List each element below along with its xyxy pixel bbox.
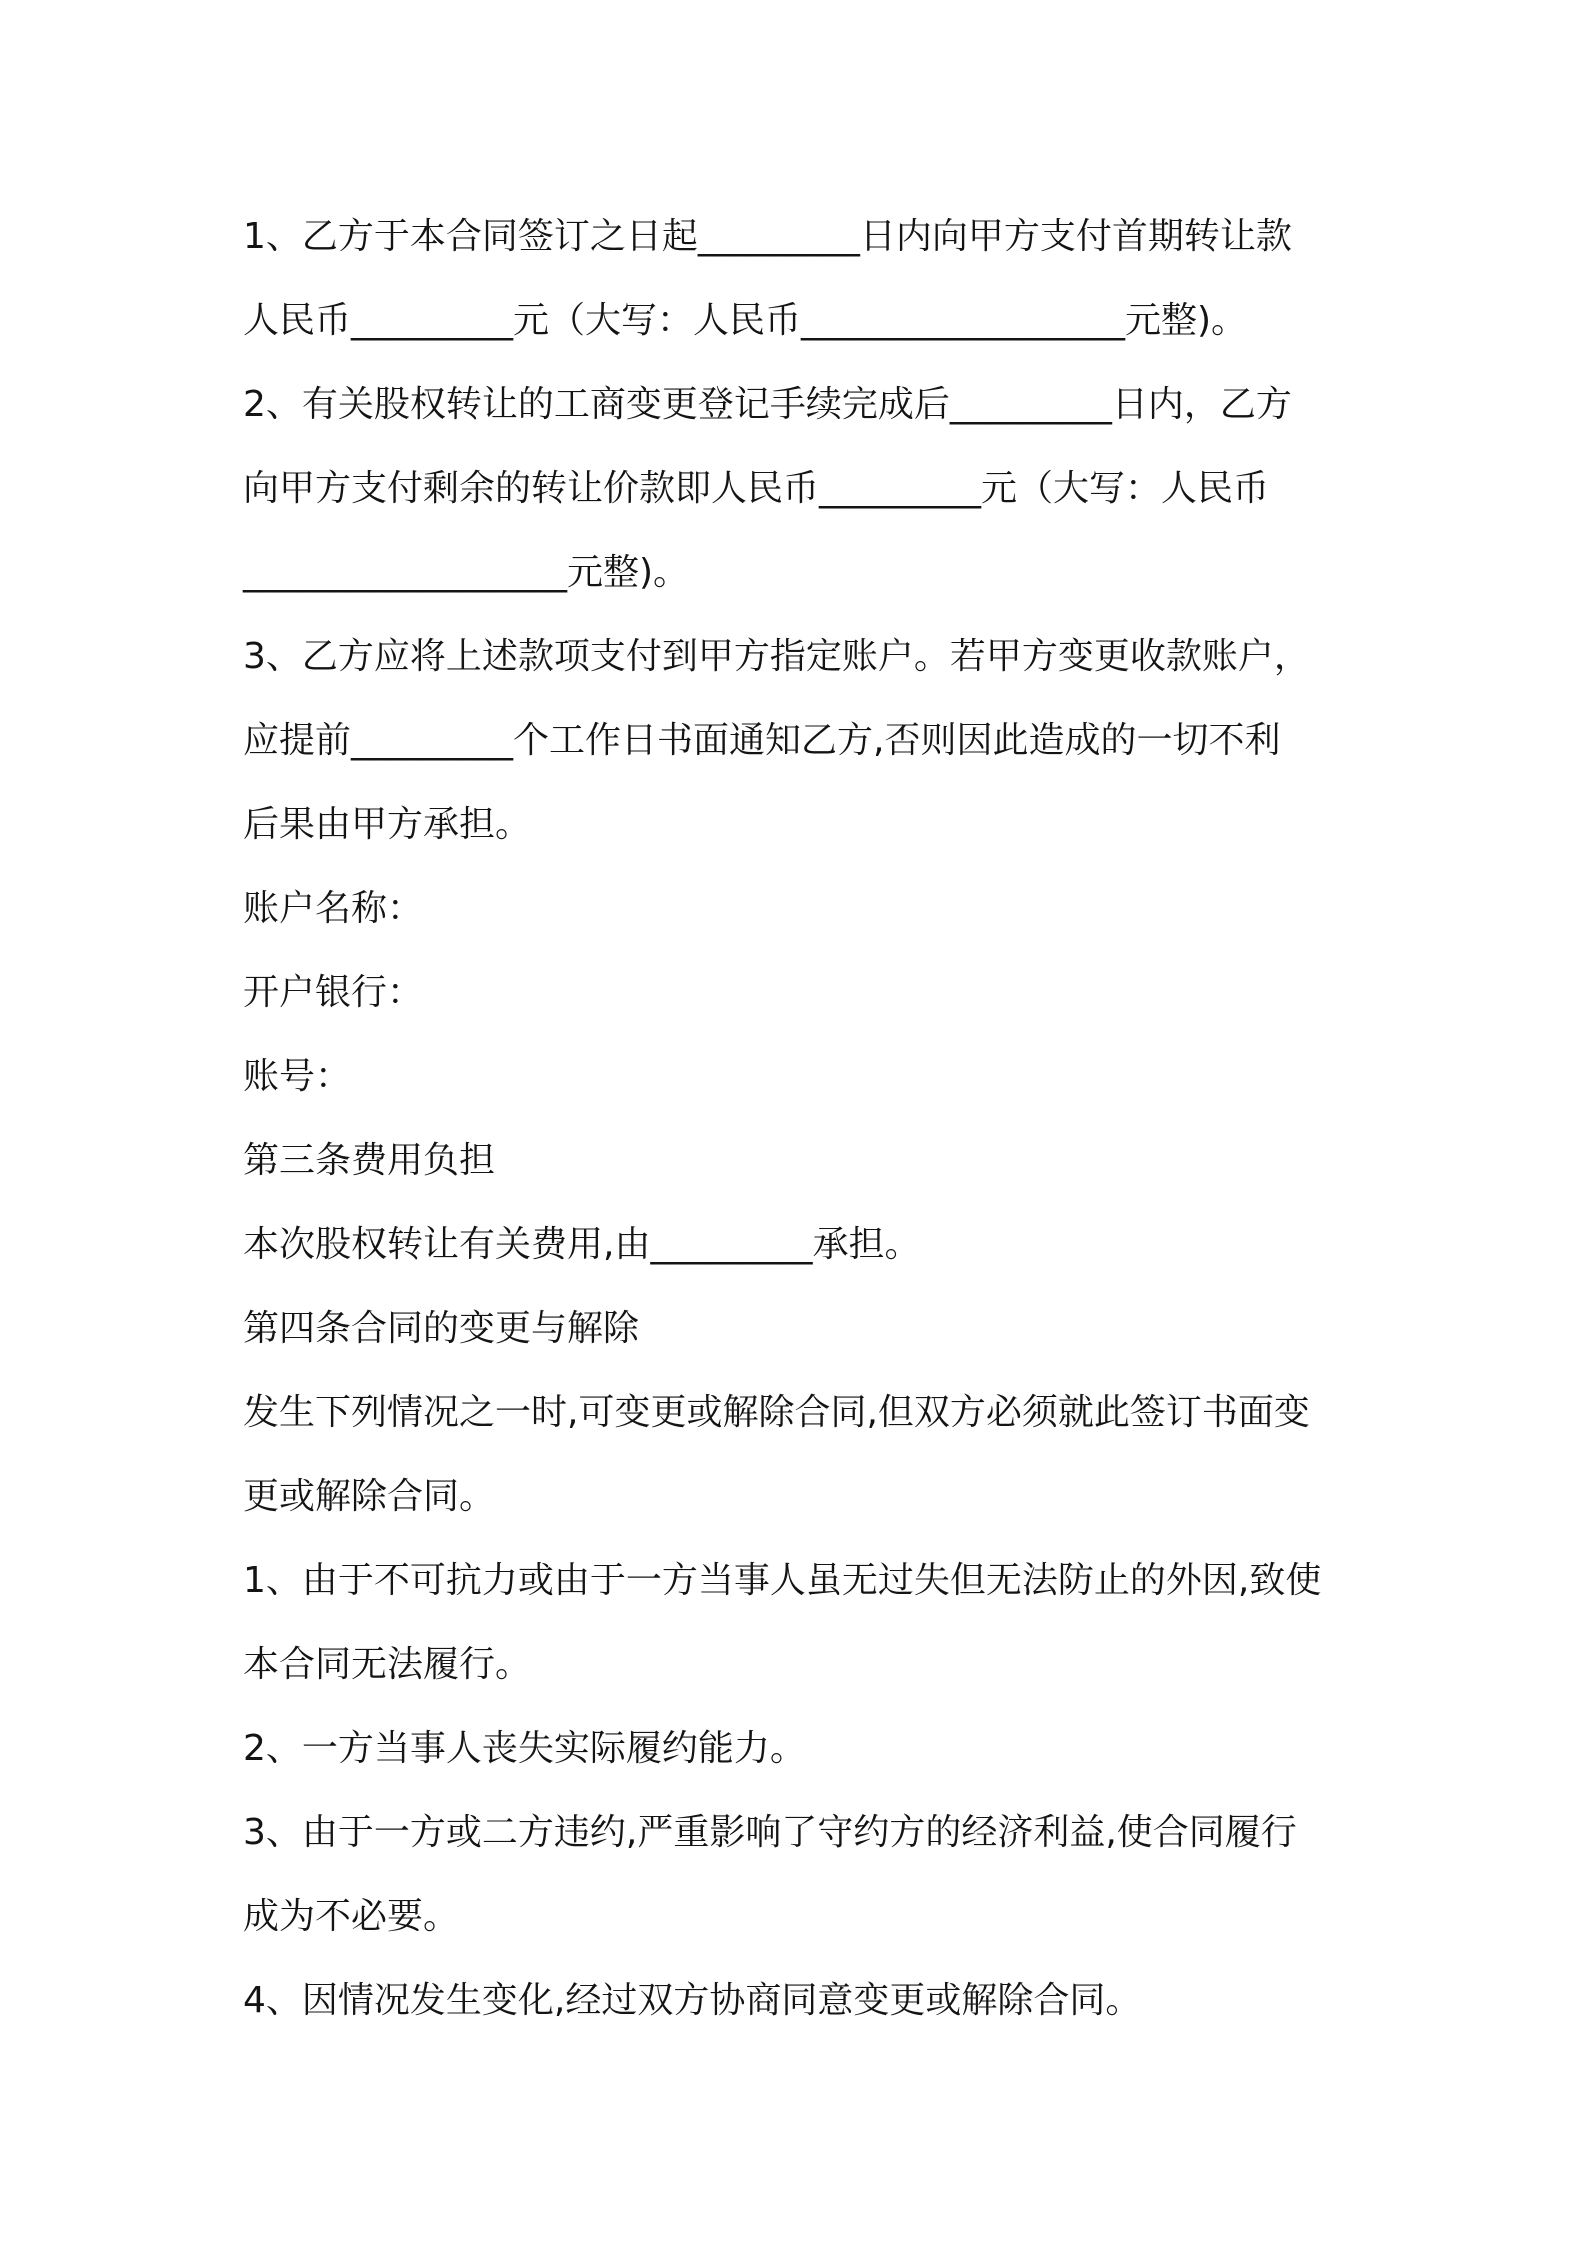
condition-1-line-2: 本合同无法履行。 [243, 1644, 532, 1685]
payment-clause-3-line-3: 后果由甲方承担。 [243, 804, 532, 845]
account-number-label: 账号： [243, 1056, 352, 1097]
payment-clause-2-line-1: 2、有关股权转让的工商变更登记手续完成后_________日内，乙方 [243, 384, 1292, 425]
payment-clause-2-line-2: 向甲方支付剩余的转让价款即人民币_________元（大写：人民币 [243, 468, 1270, 509]
condition-1-line-1: 1、由于不可抗力或由于一方当事人虽无过失但无法防止的外因,致使 [243, 1560, 1322, 1601]
payment-clause-3-line-2: 应提前_________个工作日书面通知乙方,否则因此造成的一切不利 [243, 720, 1281, 761]
condition-4: 4、因情况发生变化,经过双方协商同意变更或解除合同。 [243, 1980, 1142, 2021]
condition-2: 2、一方当事人丧失实际履约能力。 [243, 1728, 806, 1769]
payment-clause-1-line-1: 1、乙方于本合同签订之日起_________日内向甲方支付首期转让款 [243, 216, 1292, 257]
account-name-label: 账户名称： [243, 888, 424, 929]
article-4-intro-line-2: 更或解除合同。 [243, 1476, 496, 1517]
document-body [243, 195, 1353, 2043]
article-4-intro-line-1: 发生下列情况之一时,可变更或解除合同,但双方必须就此签订书面变 [243, 1392, 1310, 1433]
payment-clause-3-line-1: 3、乙方应将上述款项支付到甲方指定账户。若甲方变更收款账户， [243, 636, 1310, 677]
payment-clause-2-line-3: __________________元整)。 [243, 552, 690, 593]
condition-3-line-1: 3、由于一方或二方违约,严重影响了守约方的经济利益,使合同履行 [243, 1812, 1297, 1853]
article-3-text: 本次股权转让有关费用,由_________承担。 [243, 1224, 921, 1265]
bank-label: 开户银行： [243, 972, 424, 1013]
article-4-heading: 第四条合同的变更与解除 [243, 1308, 640, 1349]
condition-3-line-2: 成为不必要。 [243, 1896, 460, 1937]
article-3-heading: 第三条费用负担 [243, 1140, 496, 1181]
payment-clause-1-line-2: 人民币_________元（大写：人民币__________________元整)。 [243, 300, 1248, 341]
